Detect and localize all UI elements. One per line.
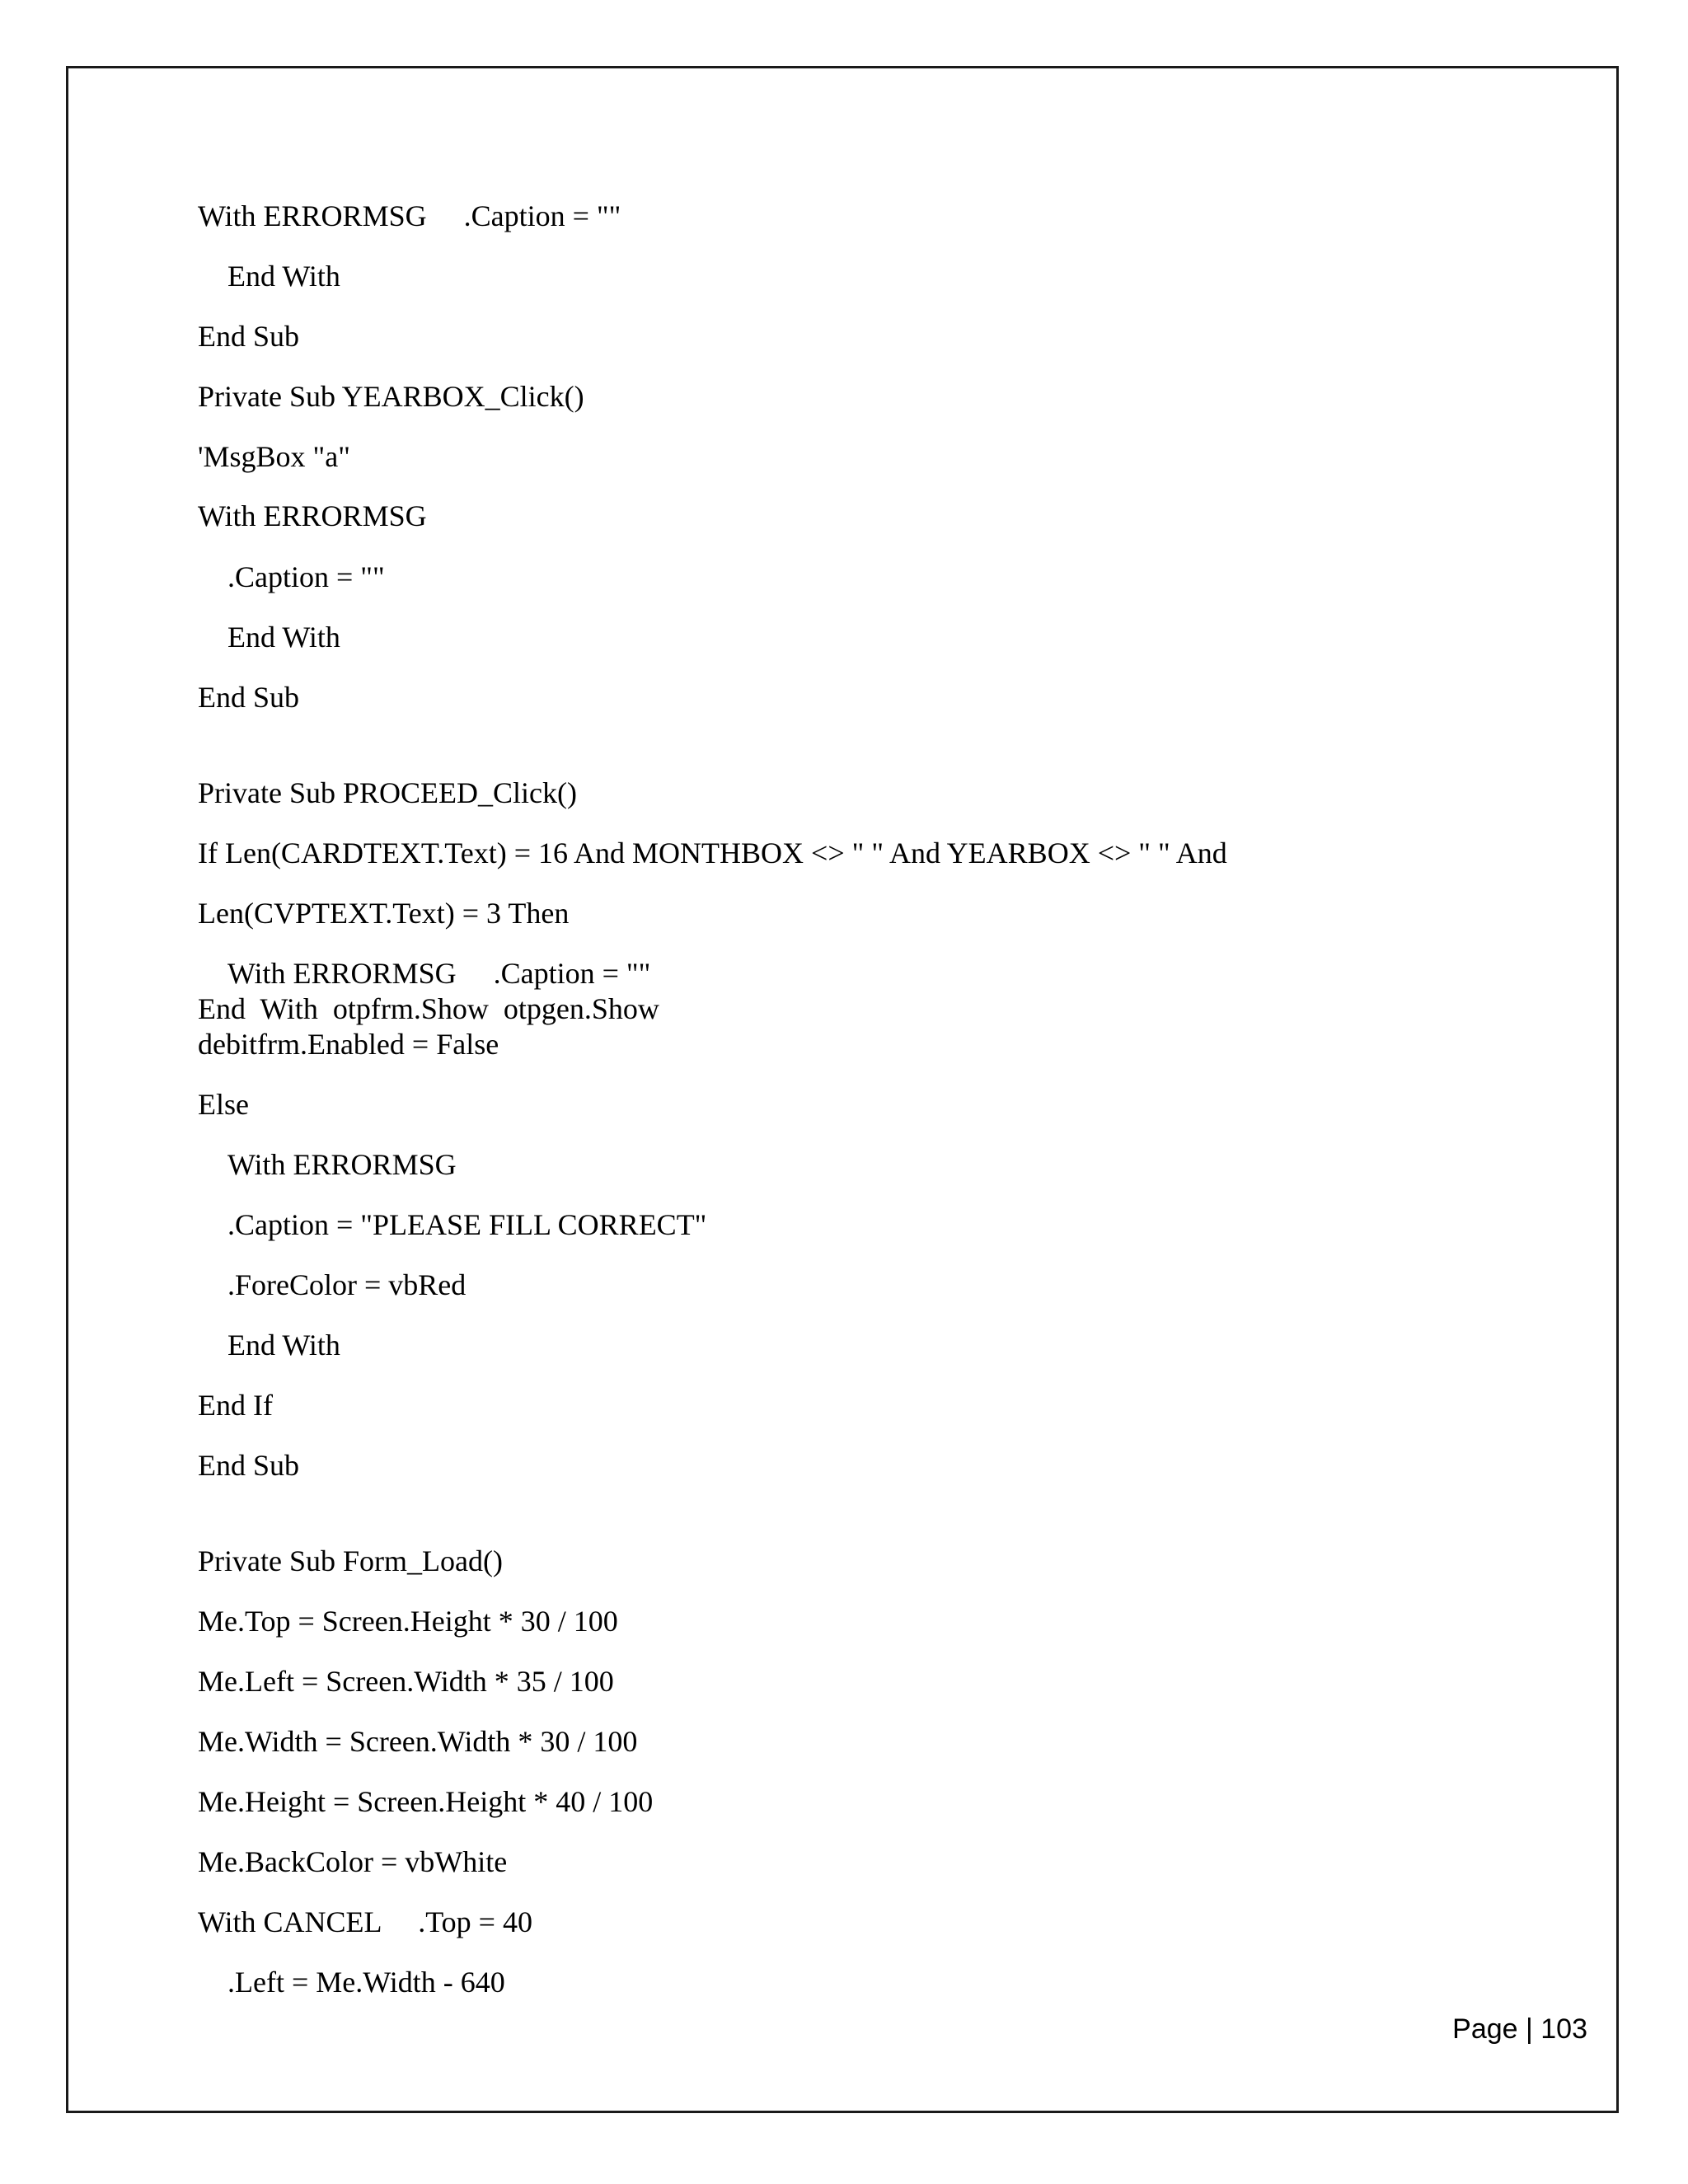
code-line: Else bbox=[198, 1088, 249, 1121]
code-line: debitfrm.Enabled = False bbox=[198, 1028, 499, 1061]
code-line: End Sub bbox=[198, 320, 300, 353]
code-line: End If bbox=[198, 1389, 273, 1422]
code-line: If Len(CARDTEXT.Text) = 16 And MONTHBOX <> " " And YEARBOX <> " " And bbox=[198, 837, 1227, 869]
code-line: End With bbox=[227, 621, 340, 654]
code-line: Me.Top = Screen.Height * 30 / 100 bbox=[198, 1605, 618, 1638]
code-line: Me.BackColor = vbWhite bbox=[198, 1845, 508, 1878]
code-line: With ERRORMSG bbox=[198, 499, 427, 532]
code-line: With ERRORMSG .Caption = "" bbox=[227, 957, 651, 990]
code-line: End Sub bbox=[198, 1449, 300, 1482]
code-line: Me.Height = Screen.Height * 40 / 100 bbox=[198, 1785, 654, 1818]
code-line: End With otpfrm.Show otpgen.Show bbox=[198, 992, 659, 1025]
code-line: .Caption = "PLEASE FILL CORRECT" bbox=[227, 1208, 707, 1241]
code-line: With ERRORMSG bbox=[227, 1148, 457, 1181]
code-line: Me.Width = Screen.Width * 30 / 100 bbox=[198, 1725, 638, 1758]
page-number: Page | 103 bbox=[1452, 2013, 1587, 2045]
code-line: End Sub bbox=[198, 681, 300, 714]
code-line: Len(CVPTEXT.Text) = 3 Then bbox=[198, 897, 570, 930]
code-line: Private Sub YEARBOX_Click() bbox=[198, 380, 584, 413]
code-line: Me.Left = Screen.Width * 35 / 100 bbox=[198, 1665, 614, 1698]
code-line: End With bbox=[227, 1329, 340, 1361]
code-line: Private Sub PROCEED_Click() bbox=[198, 776, 577, 809]
code-line: End With bbox=[227, 260, 340, 293]
code-line: Private Sub Form_Load() bbox=[198, 1544, 503, 1577]
code-line: With ERRORMSG .Caption = "" bbox=[198, 199, 621, 232]
code-line: .Caption = "" bbox=[227, 560, 385, 593]
code-line: 'MsgBox "a" bbox=[198, 440, 350, 473]
code-line: With CANCEL .Top = 40 bbox=[198, 1905, 532, 1938]
code-line: .Left = Me.Width - 640 bbox=[227, 1966, 505, 1999]
code-line: .ForeColor = vbRed bbox=[227, 1268, 467, 1301]
